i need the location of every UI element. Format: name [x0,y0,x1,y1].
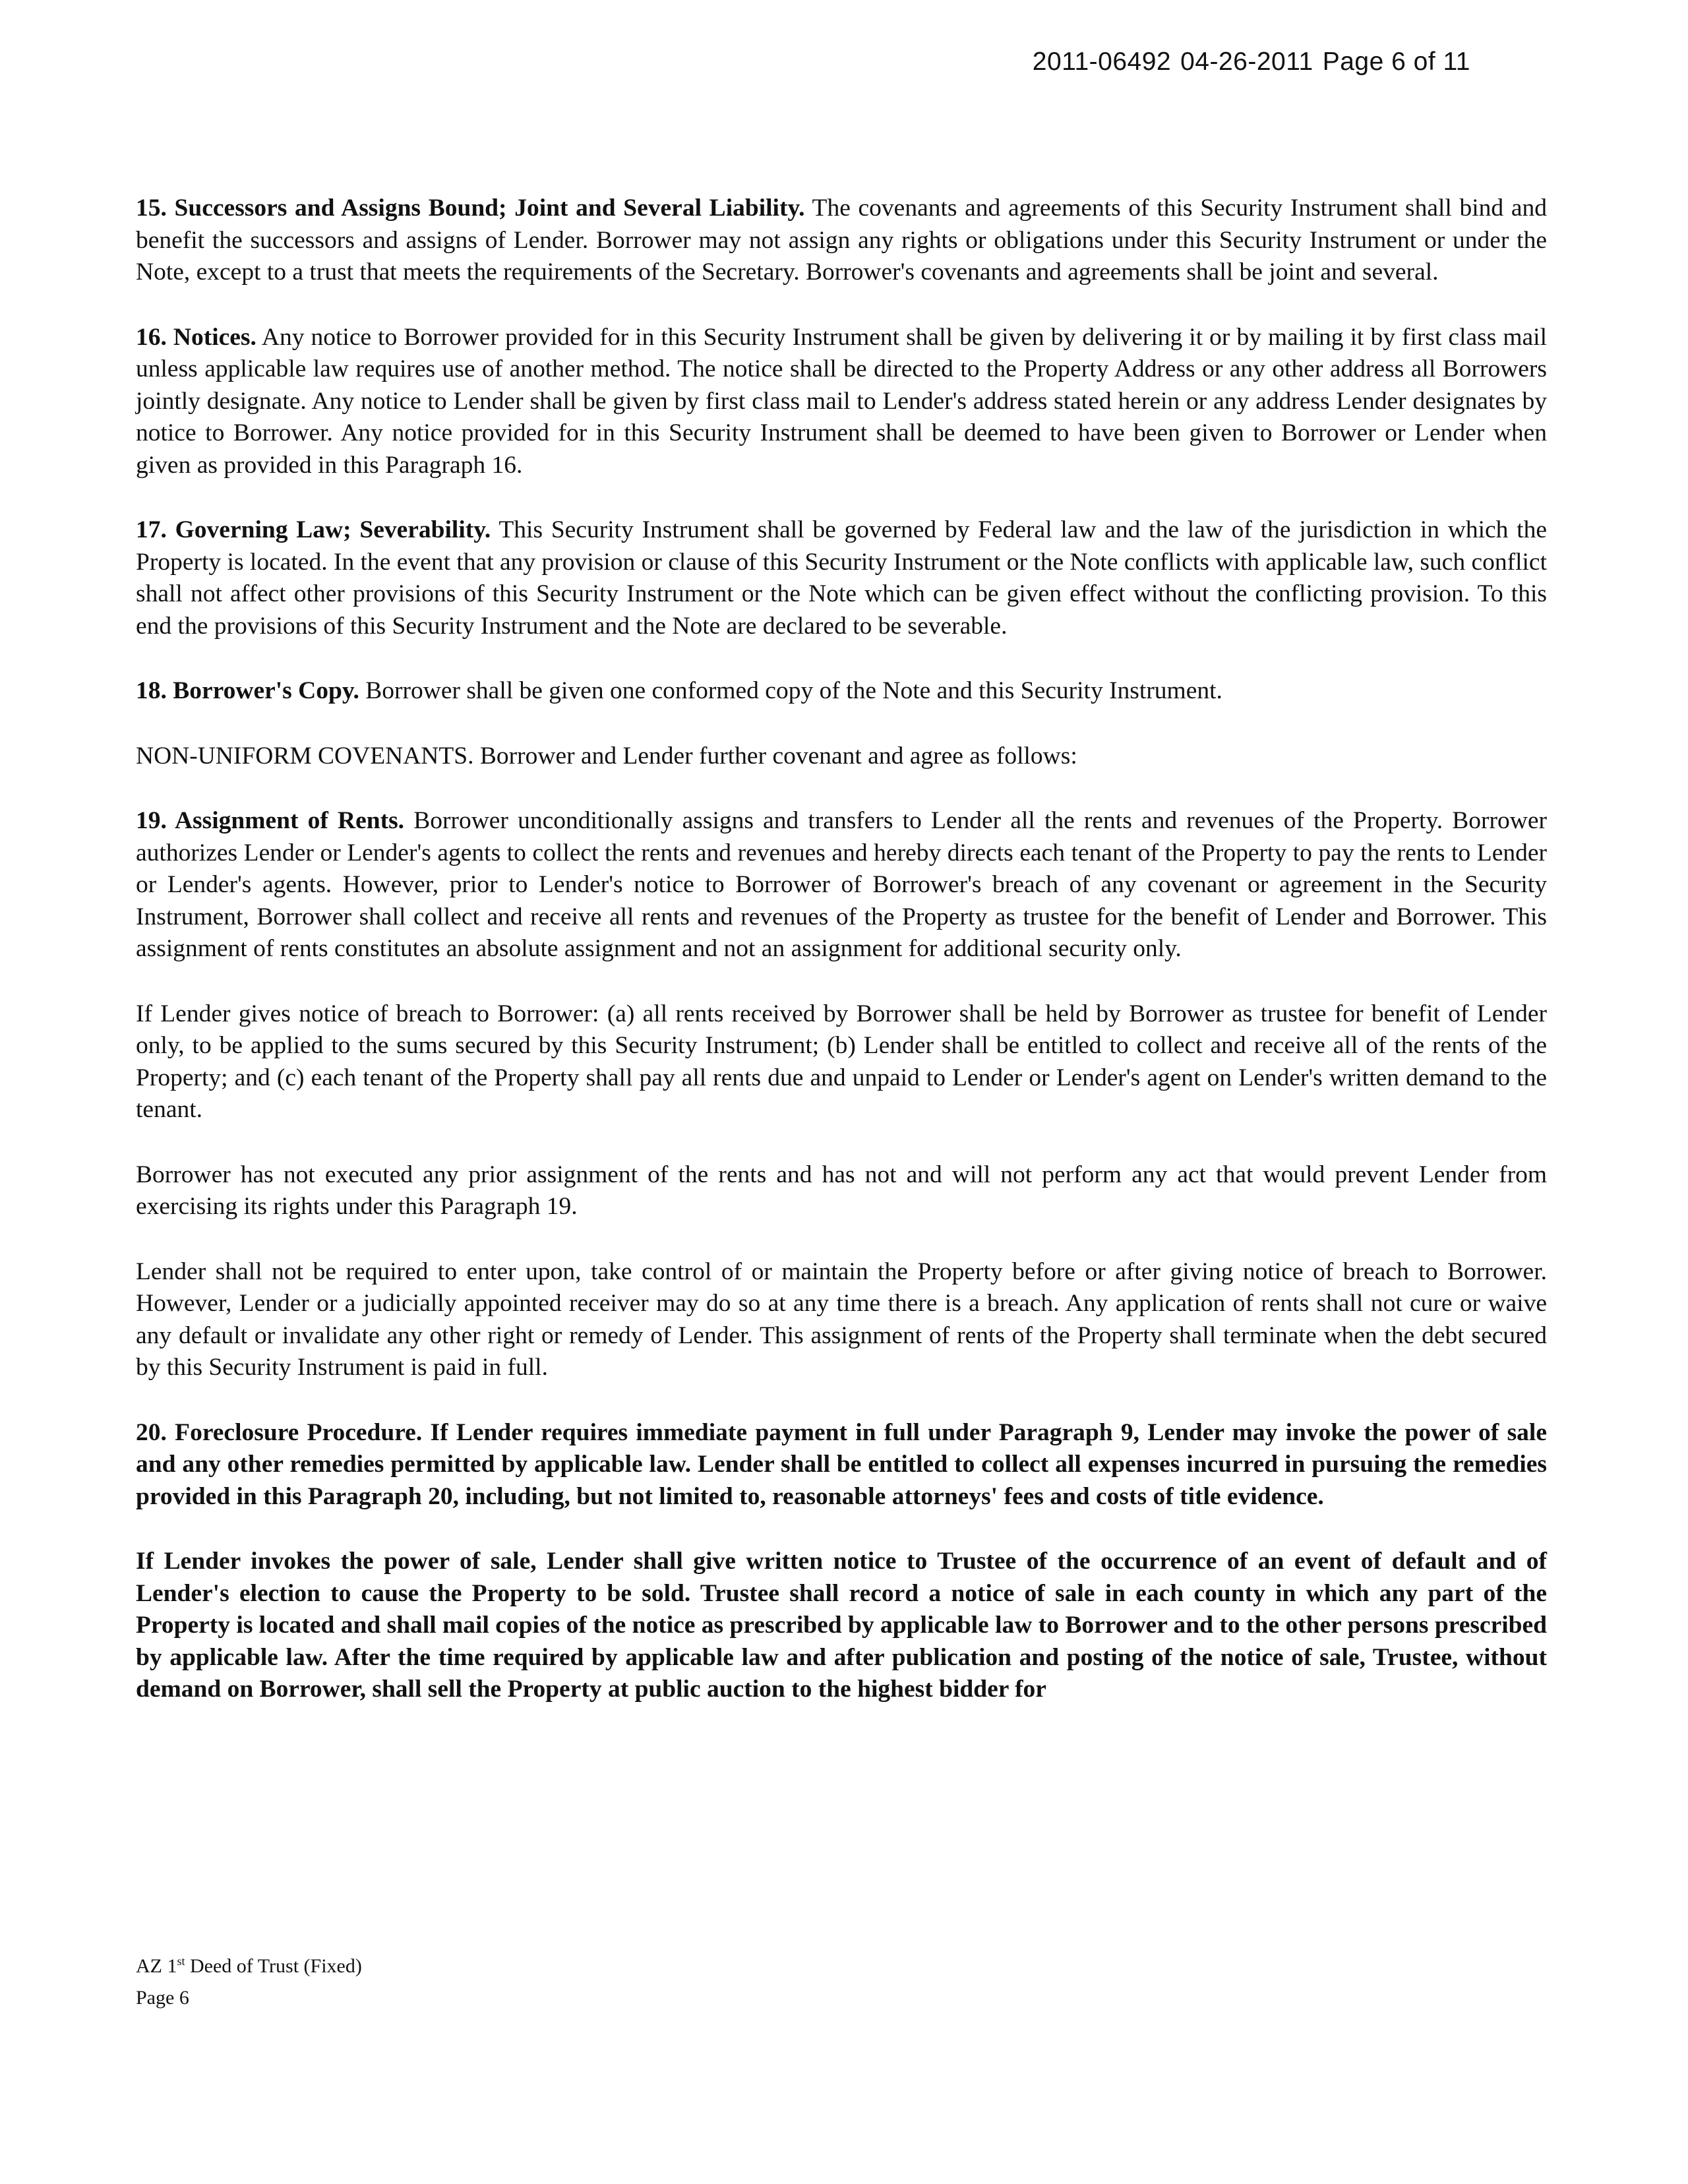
page-counter: Page 6 of 11 [1322,47,1470,76]
paragraph-text: The covenants and agreements of this Security Instrument shall bind and benefit the successors and assigns of Lender. Borrower may not assign any rights or obligations under this Security Instrument or under the Note, except to a trust that meets the requirements of the Secretary. Borrower's covenants and agreements shall be joint and several. [136,195,1548,286]
form-title: AZ 1st Deed of Trust (Fixed) [136,1955,362,1977]
paragraph-heading: 15. Successors and Assigns Bound; Joint and Several Liability. [136,195,805,222]
paragraph-text: Borrower shall be given one conformed copy of the Note and this Security Instrument. [365,677,1222,704]
paragraph-19 [136,805,1547,965]
document-number: 2011-06492 [1032,47,1172,76]
paragraph-heading: 19. Assignment of Rents. [136,807,405,834]
page-footer [136,1945,362,2014]
paragraph-16 [136,322,1547,482]
paragraph-heading: 18. Borrower's Copy. [136,677,359,704]
paragraph-text: Lender shall not be required to enter upon, take control of or maintain the Property before or after giving notice of breach to Borrower. However, Lender or a judicially appointed receiver may do so at any time there is a breach. Any application of rents shall not cure or waive any default or invalidate any other right or remedy of Lender. This assignment of rents of the Property shall terminate when the debt secured by this Security Instrument is paid in full. [136,1258,1547,1381]
paragraph-text: Any notice to Borrower provided for in this Security Instrument shall be given by delivering it or by mailing it by first class mail unless applicable law requires use of another method. The notice shall be directed to the Property Address or any other address all Borrowers jointly designate. Any notice to Lender shall be given by first class mail to Lender's address stated herein or any address Lender designates by notice to Borrower. Any notice provided for in this Security Instrument shall be deemed to have been given to Borrower or Lender when given as provided in this Paragraph 16. [136,323,1547,479]
paragraph-text: If Lender gives notice of breach to Borrower: (a) all rents received by Borrower shall be held by Borrower as trustee for benefit of Lender only, to be applied to the sums secured by this Security Instrument; (b) Lender shall be entitled to collect and receive all of the rents of the Property; and (c) each tenant of the Property shall pay all rents due and unpaid to Lender or Lender's agent on Lender's written demand to the tenant. [136,1000,1547,1123]
paragraph-heading: 17. Governing Law; Severability. [136,516,491,543]
paragraph-18 [136,675,1547,708]
paragraph-text: If Lender requires immediate payment in full under Paragraph 9, Lender may invoke the power of sale and any other remedies permitted by applicable law. Lender shall be entitled to collect all expenses incurred in pursuing the remedies provided in this Paragraph 20, including, but not limited to, reasonable attorneys' fees and costs of title evidence. [136,1418,1547,1510]
paragraph-text: If Lender invokes the power of sale, Lender shall give written notice to Trustee of the occurrence of an event of default and of Lender's election to cause the Property to be sold. Trustee shall record a notice of sale in each county in which any part of the Property is located and shall mail copies of the notice as prescribed by applicable law to Borrower and to the other persons prescribed by applicable law. After the time required by applicable law and after publication and posting of the notice of sale, Trustee, without demand on Borrower, shall sell the Property at public auction to the highest bidder for [136,1548,1547,1703]
paragraph-text: Borrower unconditionally assigns and transfers to Lender all the rents and revenues of the Property. Borrower authorizes Lender or Lender's agents to collect the rents and revenues and hereby directs each tenant of the Property to pay the rents to Lender or Lender's agents. However, prior to Lender's notice to Borrower of Borrower's breach of any covenant or agreement in the Security Instrument, Borrower shall collect and receive all rents and revenues of the Property as trustee for the benefit of Lender and Borrower. This assignment of rents constitutes an absolute assignment and not an assignment for additional security only. [136,807,1547,962]
paragraph-text: Borrower has not executed any prior assignment of the rents and has not and will not perform any act that would prevent Lender from exercising its rights under this Paragraph 19. [136,1161,1547,1220]
footer-page-number: Page 6 [136,1987,189,2009]
paragraph-19-prior-assignment [136,1159,1547,1223]
document-body [136,193,1547,1739]
paragraph-17 [136,514,1547,642]
paragraph-heading: 16. Notices. [136,323,256,351]
paragraph-15 [136,193,1547,289]
paragraph-19-breach [136,998,1547,1126]
paragraph-20 [136,1417,1547,1513]
paragraph-text: This Security Instrument shall be governed by Federal law and the law of the jurisdiction in which the Property is located. In the event that any provision or clause of this Security Instrument or the Note conflicts with applicable law, such conflict shall not affect other provisions of this Security Instrument or the Note which can be given effect without the conflicting provision. To this end the provisions of this Security Instrument and the Note are declared to be severable. [136,516,1547,640]
paragraph-20-power-of-sale [136,1546,1547,1706]
paragraph-19-receiver [136,1256,1547,1384]
non-uniform-covenants-intro [136,741,1547,773]
paragraph-heading: 20. Foreclosure Procedure. [136,1418,423,1446]
recording-date: 04-26-2011 [1180,47,1313,76]
paragraph-text: NON-UNIFORM COVENANTS. Borrower and Lender further covenant and agree as follows: [136,742,1077,770]
recording-stamp [877,47,1470,76]
